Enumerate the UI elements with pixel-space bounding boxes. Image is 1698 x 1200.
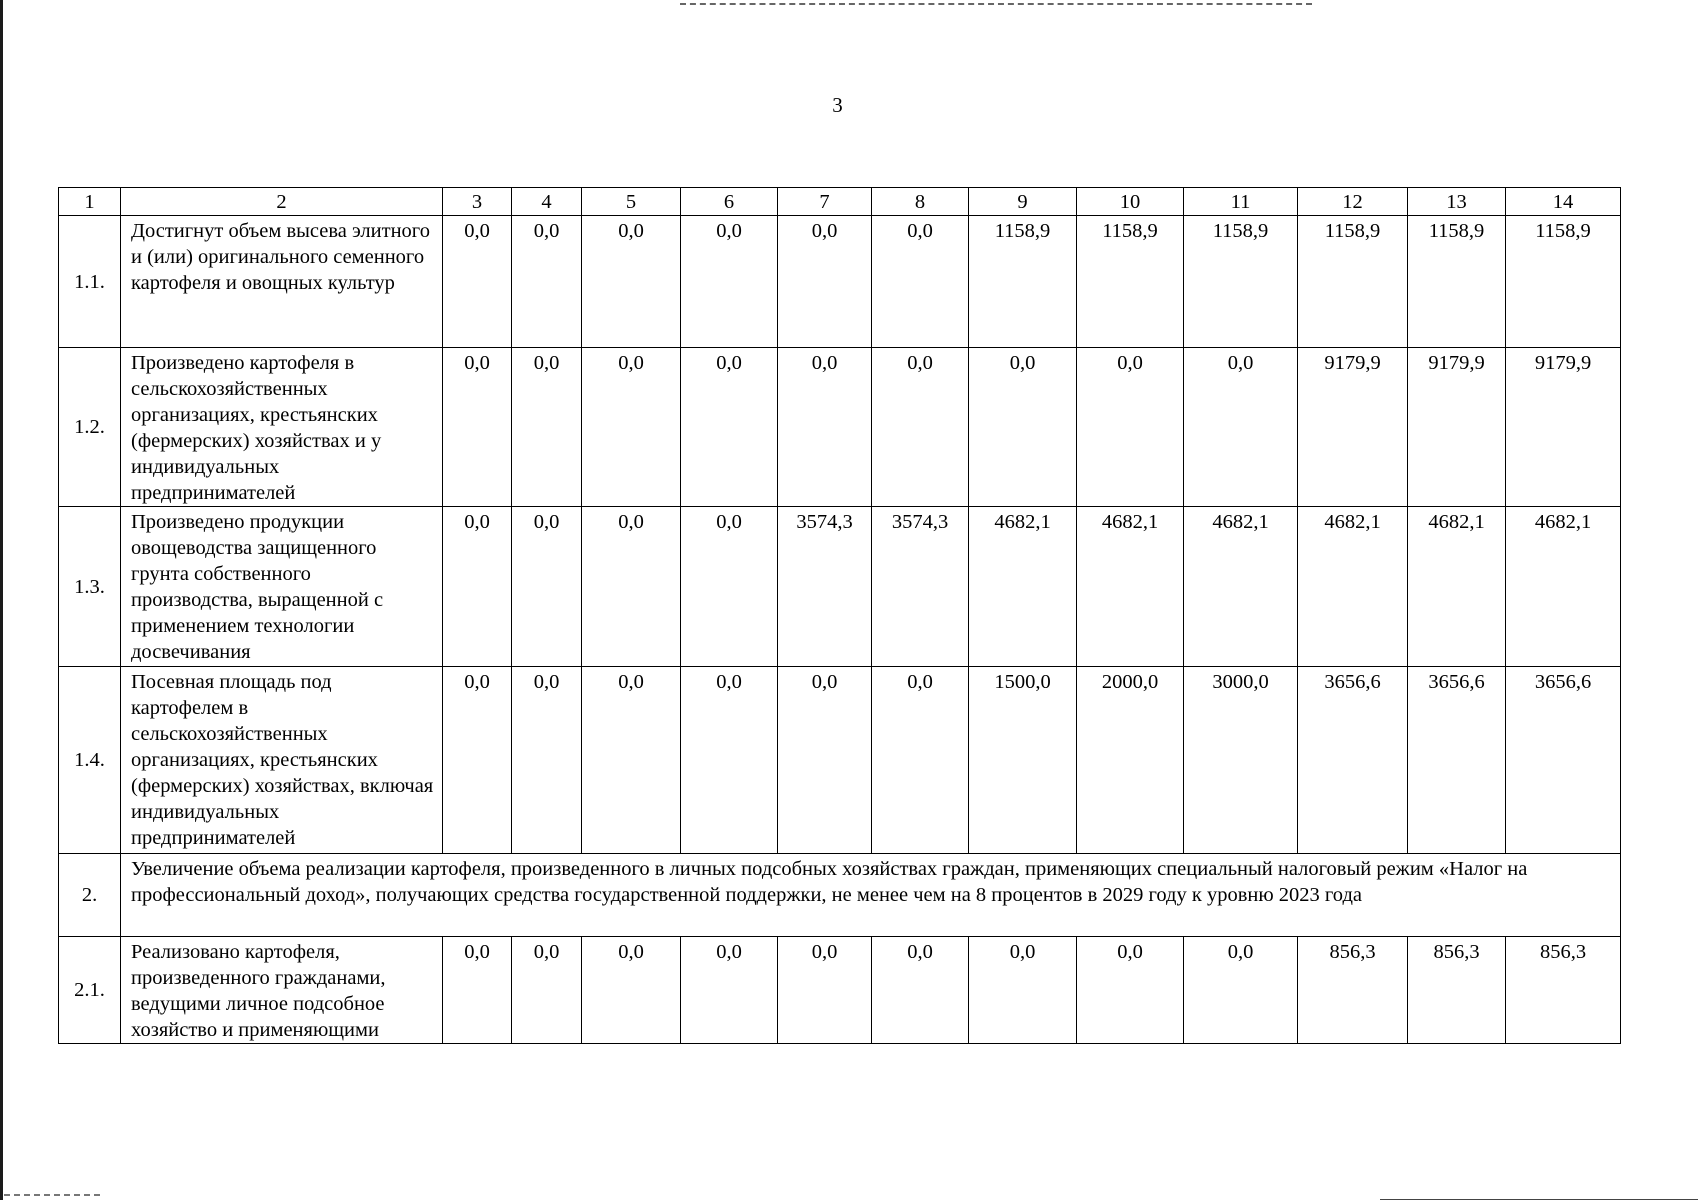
header-cell: 8 [872, 188, 969, 216]
table-row [59, 667, 1621, 854]
value-cell: 1158,9 [1506, 216, 1621, 348]
row-number: 2.1. [59, 937, 121, 1044]
value-cell: 0,0 [443, 348, 512, 507]
value-cell: 0,0 [681, 937, 778, 1044]
header-cell: 9 [969, 188, 1077, 216]
value-cell: 1158,9 [1184, 216, 1298, 348]
section-row [59, 854, 1621, 937]
header-cell: 3 [443, 188, 512, 216]
header-cell: 13 [1408, 188, 1506, 216]
value-cell: 9179,9 [1408, 348, 1506, 507]
scan-bottom-artifact [4, 1194, 100, 1196]
value-cell: 0,0 [681, 667, 778, 854]
row-number: 2. [59, 854, 121, 937]
value-cell: 0,0 [969, 937, 1077, 1044]
value-cell: 1158,9 [1408, 216, 1506, 348]
header-cell: 2 [121, 188, 443, 216]
value-cell: 0,0 [582, 507, 681, 667]
scan-left-edge [0, 0, 3, 1200]
value-cell: 0,0 [1184, 937, 1298, 1044]
row-description: Реализовано картофеля, произведенного гражданами, ведущими личное подсобное хозяйство и применяющими [121, 937, 443, 1044]
value-cell: 0,0 [872, 937, 969, 1044]
row-number: 1.3. [59, 507, 121, 667]
value-cell: 0,0 [681, 507, 778, 667]
value-cell: 0,0 [778, 348, 872, 507]
value-cell: 0,0 [1077, 937, 1184, 1044]
value-cell: 1158,9 [1077, 216, 1184, 348]
value-cell: 0,0 [582, 937, 681, 1044]
value-cell: 0,0 [872, 216, 969, 348]
table-row [59, 216, 1621, 348]
row-description: Достигнут объем высева элитного и (или) оригинального семенного картофеля и овощных культур [121, 216, 443, 348]
value-cell: 1500,0 [969, 667, 1077, 854]
value-cell: 0,0 [443, 937, 512, 1044]
section-description: Увеличение объема реализации картофеля, произведенного в личных подсобных хозяйствах граждан, применяющих специальный налоговый режим «Налог на профессиональный доход», получающих средства государственной поддержки, не менее чем на 8 процентов в 2029 году к уровню 2023 года [121, 854, 1621, 937]
value-cell: 2000,0 [1077, 667, 1184, 854]
header-cell: 11 [1184, 188, 1298, 216]
page-number: 3 [832, 93, 843, 117]
value-cell: 0,0 [443, 507, 512, 667]
value-cell: 0,0 [778, 937, 872, 1044]
value-cell: 0,0 [582, 216, 681, 348]
header-cell: 5 [582, 188, 681, 216]
value-cell: 3656,6 [1506, 667, 1621, 854]
header-cell: 10 [1077, 188, 1184, 216]
value-cell: 0,0 [512, 507, 582, 667]
value-cell: 0,0 [512, 937, 582, 1044]
row-description: Произведено продукции овощеводства защищенного грунта собственного производства, выращенной с применением технологии досвечивания [121, 507, 443, 667]
value-cell: 0,0 [681, 348, 778, 507]
header-cell: 4 [512, 188, 582, 216]
value-cell: 1158,9 [969, 216, 1077, 348]
value-cell: 4682,1 [1506, 507, 1621, 667]
value-cell: 0,0 [512, 348, 582, 507]
indicators-table [58, 187, 1621, 1044]
row-number: 1.1. [59, 216, 121, 348]
value-cell: 3574,3 [872, 507, 969, 667]
value-cell: 0,0 [872, 348, 969, 507]
value-cell: 0,0 [582, 667, 681, 854]
value-cell: 1158,9 [1298, 216, 1408, 348]
value-cell: 0,0 [582, 348, 681, 507]
value-cell: 0,0 [681, 216, 778, 348]
value-cell: 0,0 [872, 667, 969, 854]
value-cell: 0,0 [512, 216, 582, 348]
value-cell: 3000,0 [1184, 667, 1298, 854]
scan-top-artifact [680, 3, 1312, 5]
header-cell: 1 [59, 188, 121, 216]
value-cell: 4682,1 [1408, 507, 1506, 667]
header-row [59, 188, 1621, 216]
row-number: 1.2. [59, 348, 121, 507]
value-cell: 4682,1 [969, 507, 1077, 667]
value-cell: 856,3 [1506, 937, 1621, 1044]
value-cell: 3574,3 [778, 507, 872, 667]
value-cell: 0,0 [443, 216, 512, 348]
header-cell: 12 [1298, 188, 1408, 216]
row-description: Посевная площадь под картофелем в сельскохозяйственных организациях, крестьянских (фермерских) хозяйствах, включая индивидуальных предпринимателей [121, 667, 443, 854]
value-cell: 9179,9 [1298, 348, 1408, 507]
table-row [59, 937, 1621, 1044]
header-cell: 7 [778, 188, 872, 216]
value-cell: 856,3 [1298, 937, 1408, 1044]
value-cell: 856,3 [1408, 937, 1506, 1044]
value-cell: 0,0 [1184, 348, 1298, 507]
table-row [59, 507, 1621, 667]
value-cell: 4682,1 [1184, 507, 1298, 667]
value-cell: 0,0 [443, 667, 512, 854]
value-cell: 3656,6 [1298, 667, 1408, 854]
row-description: Произведено картофеля в сельскохозяйственных организациях, крестьянских (фермерских) хозяйствах и у индивидуальных предпринимателей [121, 348, 443, 507]
value-cell: 0,0 [969, 348, 1077, 507]
value-cell: 4682,1 [1077, 507, 1184, 667]
header-cell: 14 [1506, 188, 1621, 216]
value-cell: 4682,1 [1298, 507, 1408, 667]
header-cell: 6 [681, 188, 778, 216]
value-cell: 3656,6 [1408, 667, 1506, 854]
value-cell: 0,0 [512, 667, 582, 854]
value-cell: 9179,9 [1506, 348, 1621, 507]
value-cell: 0,0 [778, 216, 872, 348]
value-cell: 0,0 [778, 667, 872, 854]
value-cell: 0,0 [1077, 348, 1184, 507]
table-row [59, 348, 1621, 507]
row-number: 1.4. [59, 667, 121, 854]
